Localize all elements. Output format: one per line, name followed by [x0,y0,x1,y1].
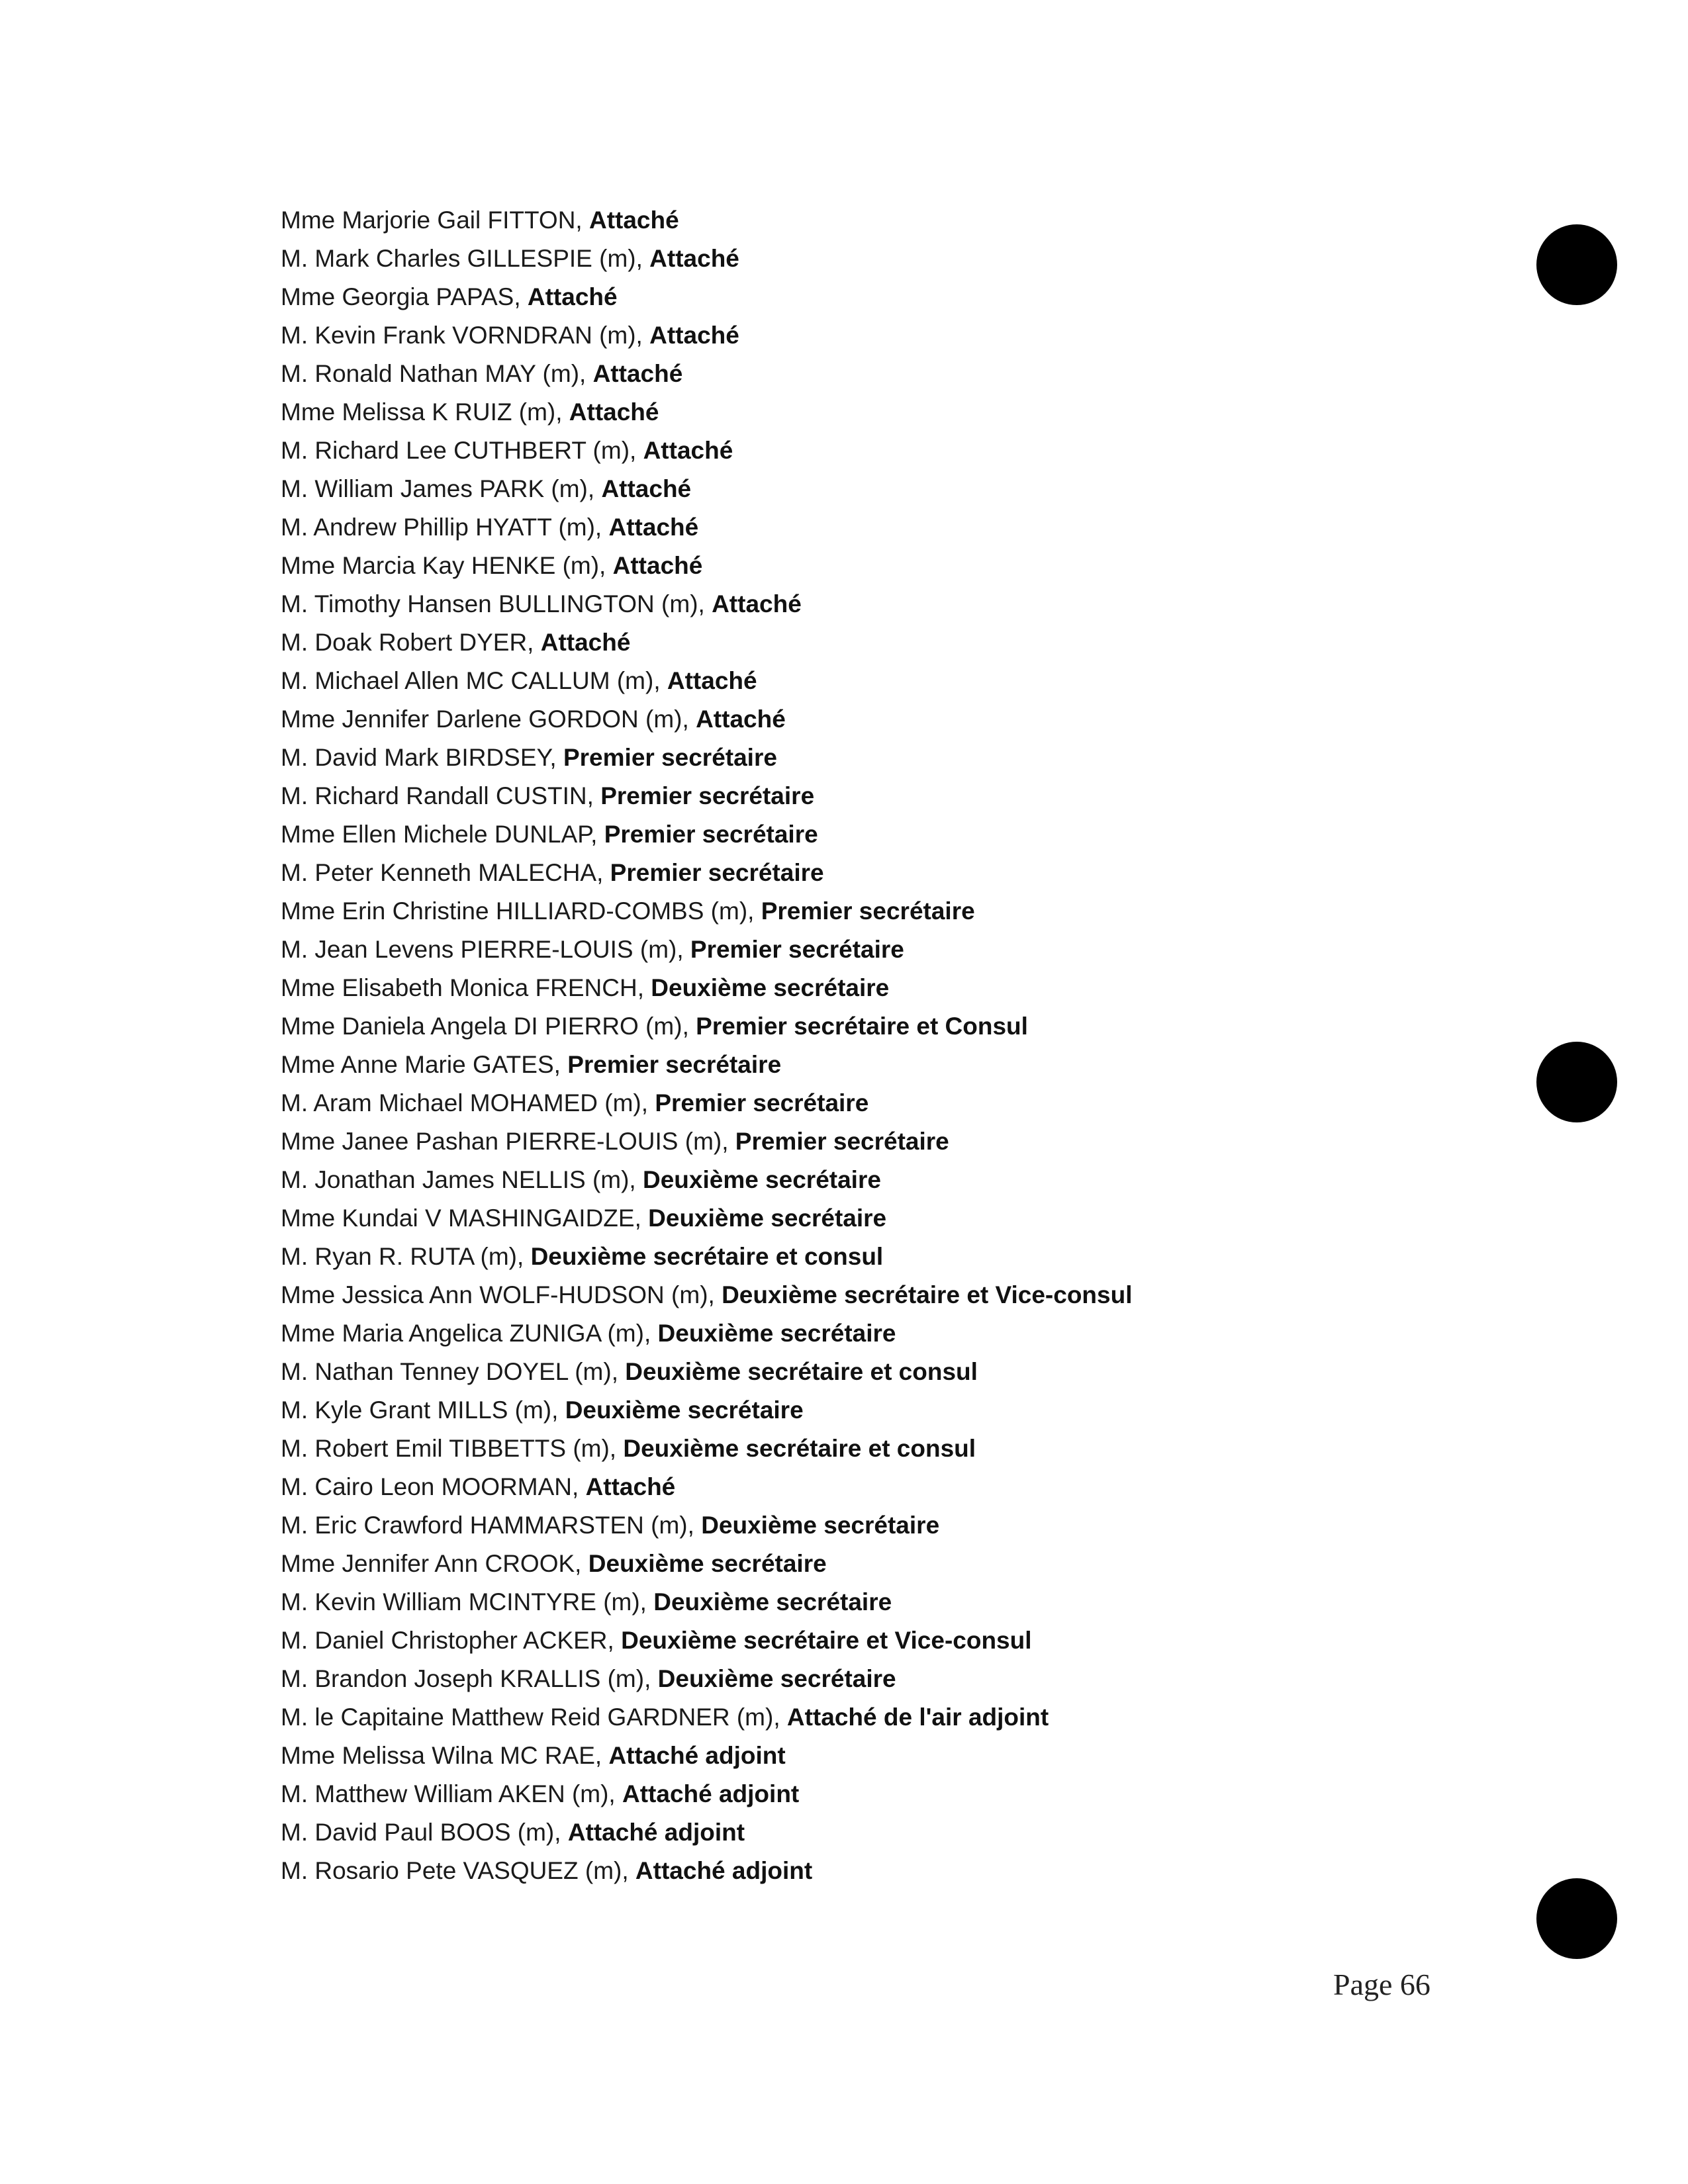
person-name: M. Peter Kenneth MALECHA, [281,859,610,886]
list-item [281,240,1538,278]
diplomatic-title: Attaché [540,629,631,656]
list-item [281,1161,1538,1199]
diplomatic-title: Premier secrétaire [690,936,904,963]
list-item [281,355,1538,393]
diplomatic-title: Attaché [585,1473,676,1500]
list-item [281,815,1538,854]
person-name: Mme Anne Marie GATES, [281,1051,568,1078]
list-item [281,1698,1538,1737]
diplomatic-title: Deuxième secrétaire [588,1550,827,1577]
diplomatic-title: Deuxième secrétaire et Vice-consul [722,1281,1133,1308]
diplomatic-title: Premier secrétaire [604,821,818,848]
list-item [281,777,1538,815]
person-name: M. le Capitaine Matthew Reid GARDNER (m), [281,1704,787,1731]
list-item [281,432,1538,470]
diplomatic-title: Deuxième secrétaire et Vice-consul [621,1627,1032,1654]
person-name: Mme Melissa Wilna MC RAE, [281,1742,609,1769]
list-item [281,1199,1538,1238]
person-name: Mme Ellen Michele DUNLAP, [281,821,604,848]
person-name: Mme Kundai V MASHINGAIDZE, [281,1205,649,1232]
diplomatic-title: Premier secrétaire [600,782,815,809]
person-name: Mme Marjorie Gail FITTON, [281,206,589,234]
diplomatic-title: Premier secrétaire [735,1128,949,1155]
person-name: M. Eric Crawford HAMMARSTEN (m), [281,1512,702,1539]
person-name: M. Nathan Tenney DOYEL (m), [281,1358,626,1385]
person-name: M. David Paul BOOS (m), [281,1819,568,1846]
list-item [281,508,1538,547]
list-item [281,393,1538,432]
list-item [281,1621,1538,1660]
person-name: M. Kyle Grant MILLS (m), [281,1396,565,1424]
person-name: M. Matthew William AKEN (m), [281,1780,622,1807]
list-item [281,1046,1538,1084]
list-item [281,1506,1538,1545]
diplomatic-title: Attaché [569,398,659,426]
diplomatic-title: Attaché [612,552,703,579]
list-item [281,700,1538,739]
diplomatic-title: Deuxième secrétaire [648,1205,887,1232]
list-item [281,1775,1538,1813]
list-item [281,470,1538,508]
diplomatic-title: Deuxième secrétaire et consul [530,1243,884,1270]
person-name: Mme Jennifer Darlene GORDON (m), [281,705,696,733]
person-name: M. Ronald Nathan MAY (m), [281,360,593,387]
person-name: Mme Marcia Kay HENKE (m), [281,552,613,579]
person-name: Mme Elisabeth Monica FRENCH, [281,974,651,1001]
list-item [281,1007,1538,1046]
punch-hole-top [1536,224,1617,305]
person-name: M. Doak Robert DYER, [281,629,541,656]
list-item [281,1660,1538,1698]
diplomatic-title: Attaché [608,514,699,541]
diplomatic-title: Attaché adjoint [608,1742,786,1769]
person-name: M. Jonathan James NELLIS (m), [281,1166,643,1193]
person-name: M. Daniel Christopher ACKER, [281,1627,622,1654]
diplomatic-title: Attaché [712,590,802,617]
list-item [281,662,1538,700]
diplomatic-title: Attaché adjoint [635,1857,813,1884]
diplomatic-title: Deuxième secrétaire [653,1588,892,1615]
diplomatic-title: Attaché de l'air adjoint [786,1704,1049,1731]
list-item [281,1737,1538,1775]
diplomatic-title: Premier secrétaire [567,1051,782,1078]
person-name: M. Andrew Phillip HYATT (m), [281,514,609,541]
diplomatic-title: Deuxième secrétaire et consul [623,1435,976,1462]
diplomatic-title: Premier secrétaire [563,744,777,771]
diplomatic-title: Attaché adjoint [622,1780,800,1807]
list-item [281,585,1538,623]
diplomatic-title: Attaché [667,667,757,694]
person-name: M. Rosario Pete VASQUEZ (m), [281,1857,635,1884]
list-item [281,1852,1538,1890]
person-name: M. Robert Emil TIBBETTS (m), [281,1435,624,1462]
person-name: M. William James PARK (m), [281,475,602,502]
person-name: Mme Georgia PAPAS, [281,283,528,310]
person-name: M. Richard Randall CUSTIN, [281,782,601,809]
list-item [281,1276,1538,1314]
diplomatic-title: Attaché [527,283,618,310]
diplomatic-title: Premier secrétaire [655,1089,869,1116]
list-item [281,1353,1538,1391]
punch-hole-middle [1536,1042,1617,1122]
person-name: M. Aram Michael MOHAMED (m), [281,1089,655,1116]
list-item [281,854,1538,892]
person-name: M. Ryan R. RUTA (m), [281,1243,531,1270]
diplomatic-title: Attaché [588,206,679,234]
person-name: M. David Mark BIRDSEY, [281,744,563,771]
list-item [281,1391,1538,1430]
diplomatic-title: Deuxième secrétaire [565,1396,804,1424]
diplomatic-title: Attaché [643,437,733,464]
diplomatic-title: Attaché [649,322,739,349]
person-name: M. Jean Levens PIERRE-LOUIS (m), [281,936,690,963]
list-item [281,316,1538,355]
diplomatic-title: Deuxième secrétaire [651,974,890,1001]
list-item [281,1583,1538,1621]
person-name: M. Timothy Hansen BULLINGTON (m), [281,590,712,617]
list-item [281,1314,1538,1353]
diplomatic-title: Deuxième secrétaire [657,1320,896,1347]
list-item [281,1238,1538,1276]
list-item [281,547,1538,585]
diplomatic-title: Attaché [592,360,683,387]
diplomatic-title: Premier secrétaire [761,897,975,925]
diplomatic-title: Attaché [696,705,786,733]
person-name: M. Cairo Leon MOORMAN, [281,1473,586,1500]
list-item [281,1122,1538,1161]
list-item [281,739,1538,777]
list-item [281,892,1538,931]
list-item [281,623,1538,662]
person-name: M. Kevin William MCINTYRE (m), [281,1588,654,1615]
diplomatic-title: Premier secrétaire et Consul [696,1013,1028,1040]
list-item [281,969,1538,1007]
page-number: Page 66 [1333,1968,1430,2001]
diplomatic-title: Deuxième secrétaire [642,1166,881,1193]
list-item [281,278,1538,316]
diplomatic-title: Deuxième secrétaire [657,1665,896,1692]
list-item [281,1084,1538,1122]
person-name: M. Brandon Joseph KRALLIS (m), [281,1665,658,1692]
person-name: Mme Janee Pashan PIERRE-LOUIS (m), [281,1128,735,1155]
diplomat-list [281,201,1538,1890]
person-name: M. Kevin Frank VORNDRAN (m), [281,322,650,349]
diplomatic-title: Deuxième secrétaire [701,1512,940,1539]
diplomatic-title: Attaché adjoint [567,1819,745,1846]
diplomatic-title: Deuxième secrétaire et consul [625,1358,978,1385]
list-item [281,1468,1538,1506]
diplomatic-title: Attaché [601,475,692,502]
person-name: M. Richard Lee CUTHBERT (m), [281,437,643,464]
person-name: M. Michael Allen MC CALLUM (m), [281,667,667,694]
list-item [281,1545,1538,1583]
person-name: Mme Melissa K RUIZ (m), [281,398,569,426]
person-name: Mme Jessica Ann WOLF-HUDSON (m), [281,1281,722,1308]
list-item [281,931,1538,969]
person-name: Mme Maria Angelica ZUNIGA (m), [281,1320,658,1347]
person-name: Mme Erin Christine HILLIARD-COMBS (m), [281,897,761,925]
person-name: M. Mark Charles GILLESPIE (m), [281,245,650,272]
person-name: Mme Jennifer Ann CROOK, [281,1550,588,1577]
list-item [281,201,1538,240]
punch-hole-bottom [1536,1878,1617,1959]
diplomatic-title: Premier secrétaire [610,859,824,886]
list-item [281,1813,1538,1852]
list-item [281,1430,1538,1468]
person-name: Mme Daniela Angela DI PIERRO (m), [281,1013,696,1040]
diplomatic-title: Attaché [649,245,739,272]
